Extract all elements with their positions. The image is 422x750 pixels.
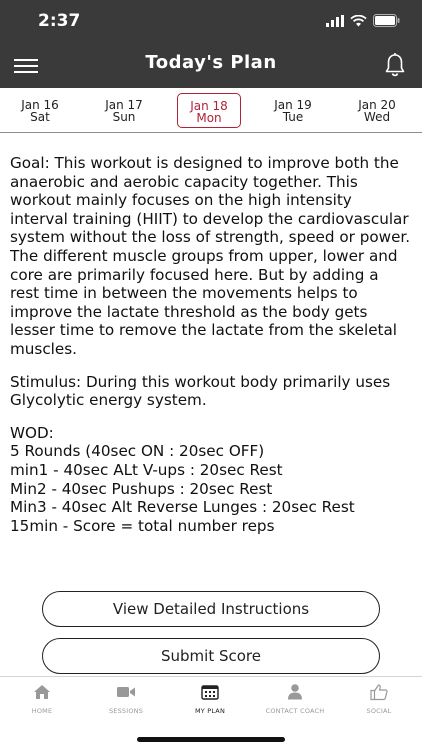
date-jan-20[interactable]	[345, 93, 409, 128]
tab-my-plan[interactable]	[168, 683, 252, 715]
tab-label: CONTACT COACH	[265, 707, 325, 715]
home-indicator[interactable]	[137, 737, 285, 742]
battery-icon	[373, 14, 400, 27]
thumbs-up-icon	[370, 683, 388, 701]
date-day: Jan 18	[190, 99, 228, 113]
date-weekday: Wed	[363, 110, 391, 124]
wod-line: 5 Rounds (40sec ON : 20sec OFF)	[10, 442, 265, 461]
wod-line: 15min - Score = total number reps	[10, 516, 275, 535]
person-icon	[287, 683, 303, 701]
bell-icon[interactable]	[384, 52, 406, 78]
tab-label: SESSIONS	[108, 707, 144, 715]
date-jan-16[interactable]	[8, 93, 72, 128]
tab-label: MY PLAN	[194, 707, 226, 715]
wod-block	[10, 424, 412, 536]
tab-label: HOME	[31, 707, 53, 715]
date-jan-19[interactable]	[261, 93, 325, 128]
date-weekday: Sat	[30, 110, 50, 124]
tab-sessions[interactable]	[84, 683, 168, 715]
tab-contact-coach[interactable]	[253, 683, 337, 715]
date-day: Jan 16	[21, 98, 59, 112]
goal-text: Goal: This workout is designed to improve both the anaerobic and aerobic capacity together. This workout mainly focuses on the high intensity interval training (HIIT) to develop the cardiovascular system without the loss of strength, speed or power. The different muscle groups from upper, lower and core are primarily focused here. But by adding a rest time in between the movements helps to improve the lactate threshold as the body gets lesser time to remove the lactate from the skeletal muscles.	[10, 154, 411, 358]
wod-line: min1 - 40sec ALt V-ups : 20sec Rest	[10, 460, 283, 479]
status-time: 2:37	[38, 11, 81, 31]
workout-description	[10, 154, 412, 535]
date-jan-17[interactable]	[92, 93, 156, 128]
date-day: Jan 17	[105, 98, 143, 112]
status-icons	[326, 14, 400, 27]
date-weekday: Mon	[196, 111, 222, 125]
page-title: Today's Plan	[145, 52, 277, 73]
tab-social[interactable]	[337, 683, 421, 715]
home-icon	[33, 683, 51, 701]
date-weekday: Tue	[282, 110, 304, 124]
date-day: Jan 19	[274, 98, 312, 112]
video-camera-icon	[116, 683, 136, 701]
date-weekday: Sun	[112, 110, 136, 124]
tab-label: SOCIAL	[366, 707, 392, 715]
submit-score-button[interactable]: Submit Score	[42, 638, 380, 674]
view-instructions-button[interactable]: View Detailed Instructions	[42, 591, 380, 627]
date-day: Jan 20	[358, 98, 396, 112]
wifi-icon	[350, 15, 367, 27]
status-bar	[0, 0, 422, 44]
wod-line: Min2 - 40sec Pushups : 20sec Rest	[10, 479, 273, 498]
nav-bar	[0, 44, 422, 88]
calendar-icon	[201, 683, 219, 701]
cellular-signal-icon	[326, 15, 344, 27]
date-selector	[0, 88, 422, 133]
wod-line: WOD:	[10, 423, 54, 442]
stimulus-text: Stimulus: During this workout body primarily uses Glycolytic energy system.	[10, 372, 391, 410]
date-jan-18[interactable]	[177, 93, 241, 128]
tab-home[interactable]	[0, 683, 84, 715]
wod-line: Min3 - 40sec Alt Reverse Lunges : 20sec Rest	[10, 498, 355, 517]
